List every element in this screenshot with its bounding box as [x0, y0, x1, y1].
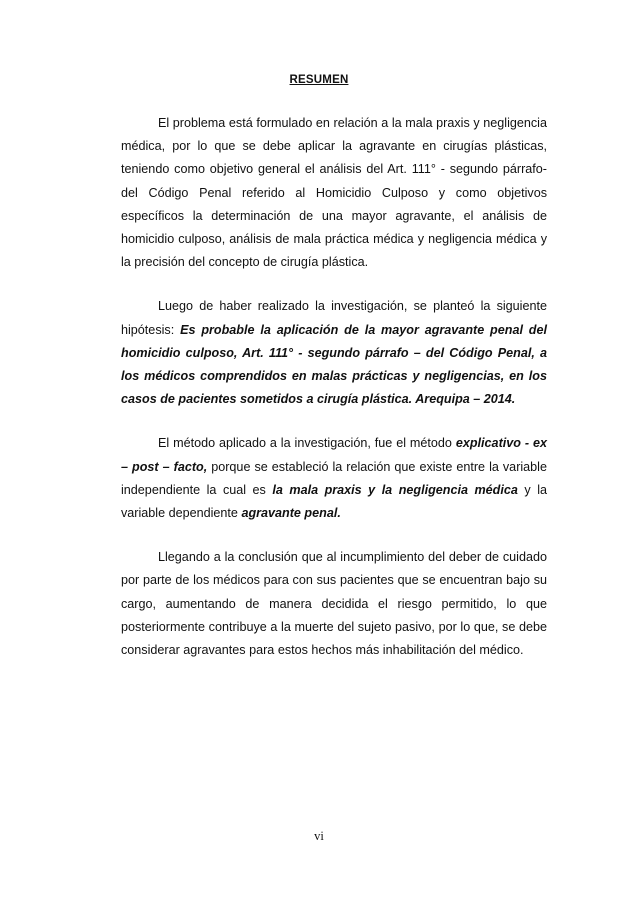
paragraph-problem: El problema está formulado en relación a la mala praxis y negligencia médica, por lo que se debe aplicar la agravante en cirugías plásticas, teniendo como objetivo general el análisis del Art. 111° - segundo párrafo- del Código Penal referido al Homicidio Culposo y como objetivos específicos la determinación de una mayor agravante, el análisis de homicidio culposo, análisis de mala práctica médica y negligencia médica y la precisión del concepto de cirugía plástica. [121, 116, 547, 270]
paragraph-hypothesis [121, 295, 547, 411]
method-text-2: y la variable dependiente [121, 482, 547, 521]
paragraph-conclusion: Llegando a la conclusión que al incumplimiento del deber de cuidado por parte de los médicos para con sus pacientes que se encuentran bajo su cargo, aumentando de manera decidida el riesgo permitido, lo que posteriormente contribuye a la muerte del sujeto pasivo, por lo que, se debe considerar agravantes para estos hechos más inhabilitación del médico. [121, 550, 547, 658]
page-number: vi [314, 829, 324, 843]
dependent-variable: agravante penal. [241, 506, 341, 521]
method-intro: El método aplicado a la investigación, fue el método [158, 436, 456, 451]
method-name: explicativo - ex – post – facto, [121, 436, 548, 474]
body-text [121, 112, 547, 683]
paragraph-method [121, 432, 547, 525]
independent-variable: la mala praxis y la negligencia médica [272, 482, 518, 497]
page-title: RESUMEN [289, 74, 349, 86]
hypothesis-statement: Es probable la aplicación de la mayor agravante penal del homicidio culposo, Art. 111° - segundo párrafo – del Código Penal, a los médicos comprendidos en malas prácticas y negligencias, en los casos de pacientes sometidos a cirugía plástica. Arequipa – 2014. [121, 322, 547, 407]
method-text-1: porque se estableció la relación que existe entre la variable independiente la cual es [121, 459, 547, 497]
hypothesis-intro: Luego de haber realizado la investigación, se planteó la siguiente hipótesis: [121, 299, 547, 337]
